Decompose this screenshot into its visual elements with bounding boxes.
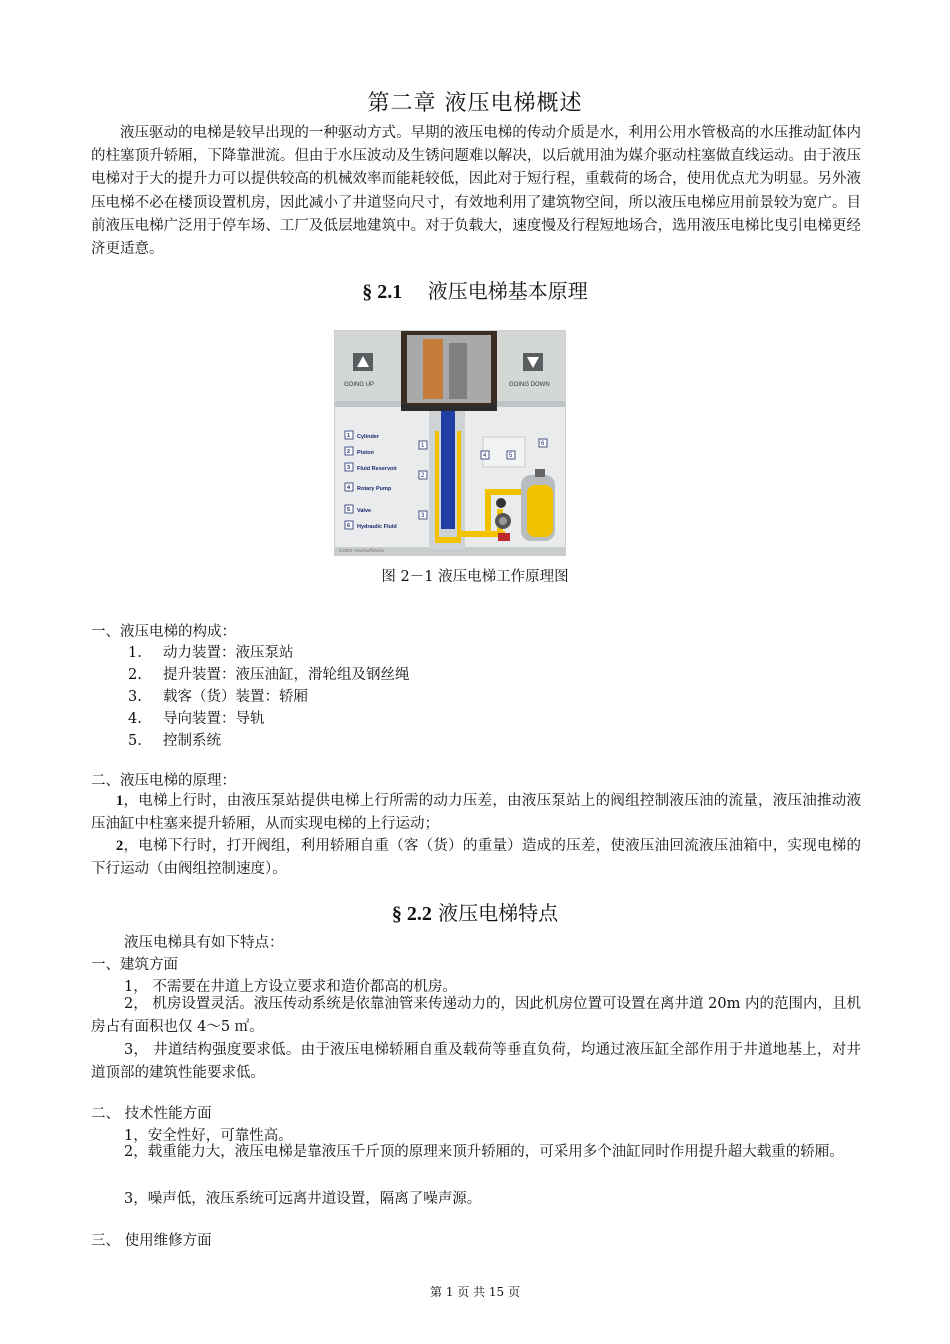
feature-item: 3，噪声低，液压系统可远离井道设置，隔离了噪声源。: [124, 1191, 482, 1207]
section-2-1-title: [0, 275, 950, 304]
piston: [441, 411, 455, 529]
svg-text:Rotary Pump: Rotary Pump: [357, 486, 392, 492]
section-title-text: 液压电梯基本原理: [427, 279, 588, 303]
svg-text:Fluid Reservoir: Fluid Reservoir: [357, 466, 398, 472]
svg-text:Piston: Piston: [357, 450, 374, 456]
features-heading-maintenance: 三、 使用维修方面: [91, 1233, 212, 1249]
svg-text:4: 4: [347, 485, 351, 491]
feature-item: 1， 不需要在井道上方设立要求和造价都高的机房。: [124, 979, 457, 995]
svg-text:6: 6: [347, 523, 351, 529]
features-heading-technical: 二、 技术性能方面: [91, 1106, 212, 1122]
callout-5: 5: [509, 453, 513, 459]
callout-2: 2: [421, 473, 425, 479]
principle-heading: 二、液压电梯的原理：: [91, 773, 236, 789]
list-item: 4. 导向装置：导轨: [128, 711, 265, 727]
svg-text:1: 1: [347, 433, 351, 439]
composition-heading: 一、液压电梯的构成：: [91, 624, 236, 640]
svg-text:Valve: Valve: [357, 508, 372, 514]
svg-text:5: 5: [347, 507, 351, 513]
feature-item: 1，安全性好，可靠性高。: [124, 1128, 293, 1144]
list-item: 1. 动力装置：液压泵站: [128, 645, 294, 661]
section-number: § 2.2: [391, 903, 432, 925]
list-item: 5. 控制系统: [128, 733, 221, 749]
list-item: 3. 载客（货）装置：轿厢: [128, 689, 308, 705]
list-item: 2. 提升装置：液压油缸，滑轮组及钢丝绳: [128, 667, 410, 683]
chapter-title: 第二章 液压电梯概述: [367, 91, 583, 116]
svg-text:3: 3: [347, 465, 351, 471]
svg-text:Cylinder: Cylinder: [357, 434, 380, 440]
features-intro: 液压电梯具有如下特点：: [124, 935, 284, 951]
section-2-2-title: [0, 897, 950, 926]
features-heading-building: 一、建筑方面: [91, 957, 178, 973]
callout-6: 6: [541, 441, 545, 447]
figure-credit: ©2001 HowStuffWorks: [339, 548, 385, 553]
feature-item: 2，载重能力大，液压电梯是靠液压千斤顶的原理来顶升轿厢的，可采用多个油缸同时作用提升超大载重的轿厢。: [124, 1144, 844, 1160]
section-title-text: 液压电梯特点: [438, 901, 559, 925]
feature-item: 2， 机房设置灵活。液压传动系统是依靠油管来传递动力的，因此机房位置可设置在离井道 20m 内的范围内，且机房占有面积也仅 4～5 ㎡。: [91, 996, 861, 1036]
valve-icon: [496, 498, 506, 508]
callout-1: 1: [421, 443, 425, 449]
going-up-label: GOING UP: [344, 382, 375, 388]
intro-paragraph: 液压驱动的电梯是较早出现的一种驱动方式。早期的液压电梯的传动介质是水，利用公用水管极高的水压推动缸体内的柱塞顶升轿厢，下降靠泄流。但由于水压波动及生锈问题难以解决，以后就用油为媒介驱动柱塞做直线运动。由于液压电梯对于大的提升力可以提供较高的机械效率而能耗较低，因此对于短行程，重载荷的场合，使用优点尤为明显。另外液压电梯不必在楼顶设置机房，因此减小了井道竖向尺寸，有效地利用了建筑物空间，所以液压电梯应用前景较为宽广。目前液压电梯广泛用于停车场、工厂及低层地建筑中。对于负载大，速度慢及行程短地场合，选用液压电梯比曳引电梯更经济更适意。: [91, 125, 861, 258]
hydraulic-diagram: [335, 331, 565, 555]
callout-4: 4: [483, 453, 487, 459]
svg-text:Hydraulic Fluid: Hydraulic Fluid: [357, 524, 397, 530]
svg-text:2: 2: [347, 449, 351, 455]
fluid-reservoir: [527, 485, 553, 537]
principle-paragraph-1: 1，电梯上行时，由液压泵站提供电梯上行所需的动力压差，由液压泵站上的阀组控制液压油的流量，液压油推动液压油缸中柱塞来提升轿厢，从而实现电梯的上行运动；: [91, 793, 861, 833]
page-footer: 第 1 页 共 15 页: [430, 1285, 520, 1299]
callout-3: 3: [421, 513, 425, 519]
hydraulic-elevator-figure: [334, 330, 566, 556]
figure-caption: 图 2－1 液压电梯工作原理图: [381, 569, 569, 585]
section-number: § 2.1: [362, 281, 403, 303]
principle-paragraph-2: 2，电梯下行时，打开阀组，利用轿厢自重（客（货）的重量）造成的压差，使液压油回流液压油箱中，实现电梯的下行运动（由阀组控制速度）。: [91, 838, 861, 878]
feature-item: 3， 井道结构强度要求低。由于液压电梯轿厢自重及载荷等垂直负荷，均通过液压缸全部作用于井道地基上，对井道顶部的建筑性能要求低。: [91, 1042, 861, 1082]
going-down-label: GOING DOWN: [509, 382, 550, 388]
